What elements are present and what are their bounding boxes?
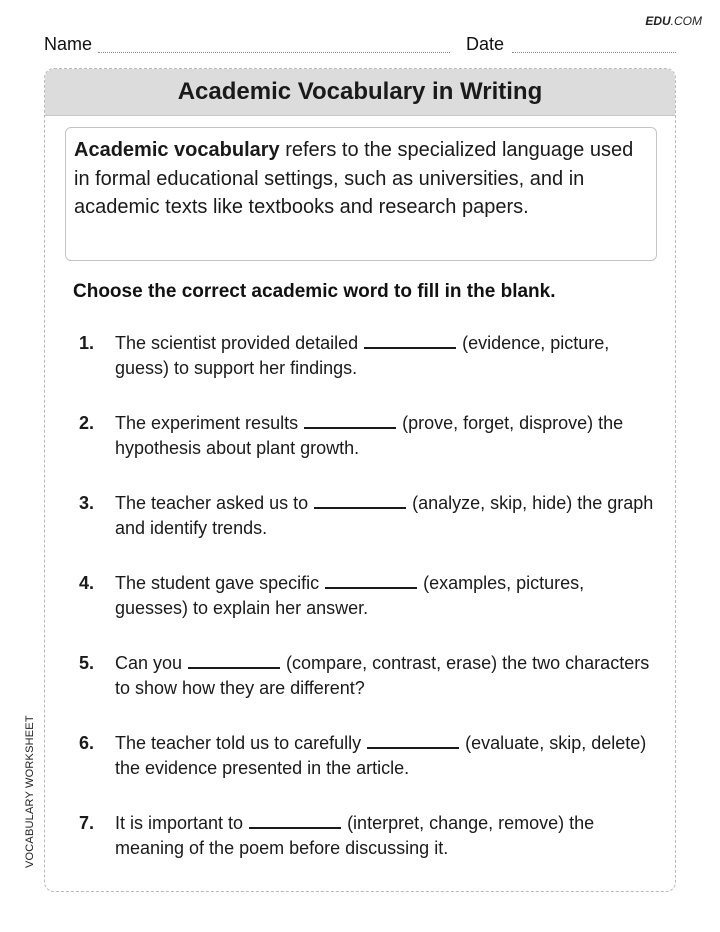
question-number: 3. [79,493,95,513]
answer-blank[interactable] [367,733,459,749]
question-text [115,491,659,541]
question-text-before: The experiment results [115,413,304,433]
question-text [115,571,659,621]
question-text-after: (interpret, change, remove) the meaning of the poem before discussing it. [115,813,595,858]
definition-text: refers to the specialized language used in formal educational settings, such as universities, and in academic texts like textbooks and research papers. [74,139,634,218]
question-text-after: (evidence, picture, guess) to support her findings. [115,333,610,378]
brand-logo [645,14,702,28]
date-line[interactable] [512,52,676,53]
date-label: Date [466,34,505,54]
worksheet-card [44,68,676,892]
question-text-after: (analyze, skip, hide) the graph and identify trends. [115,493,654,538]
question-text-after: (examples, pictures, guesses) to explain her answer. [115,573,585,618]
question-text [115,651,659,701]
question-number: 7. [79,813,95,833]
brand-logo-bold: EDU [645,14,671,28]
question-text-before: The student gave specific [115,573,325,593]
name-date-row [44,34,676,54]
worksheet-type-label: VOCABULARY WORKSHEET [24,715,36,868]
instruction: Choose the correct academic word to fill in the blank. [73,281,556,302]
answer-blank[interactable] [304,413,396,429]
question-number: 6. [79,733,95,753]
question-text-before: Can you [115,653,188,673]
card-header [45,69,675,116]
question-text-after: (evaluate, skip, delete) the evidence presented in the article. [115,733,647,778]
definition-term: Academic vocabulary [74,139,280,161]
answer-blank[interactable] [325,573,417,589]
worksheet-title: Academic Vocabulary in Writing [177,78,543,105]
answer-blank[interactable] [314,493,406,509]
answer-blank[interactable] [188,653,280,669]
definition-box [65,127,657,261]
question-text-before: It is important to [115,813,249,833]
question-text [115,331,659,381]
question-text [115,731,659,781]
question-text-before: The scientist provided detailed [115,333,364,353]
question-number: 4. [79,573,95,593]
brand-logo-suffix: .COM [670,14,702,28]
question-text [115,411,659,461]
question-number: 5. [79,653,95,673]
question-number: 1. [79,333,95,353]
question-text-before: The teacher asked us to [115,493,314,513]
answer-blank[interactable] [249,813,341,829]
question-text [115,811,659,861]
name-label: Name [44,34,93,54]
name-line[interactable] [98,52,450,53]
question-text-after: (compare, contrast, erase) the two characters to show how they are different? [115,653,650,698]
question-text-after: (prove, forget, disprove) the hypothesis about plant growth. [115,413,624,458]
question-text-before: The teacher told us to carefully [115,733,367,753]
answer-blank[interactable] [364,333,456,349]
question-number: 2. [79,413,95,433]
